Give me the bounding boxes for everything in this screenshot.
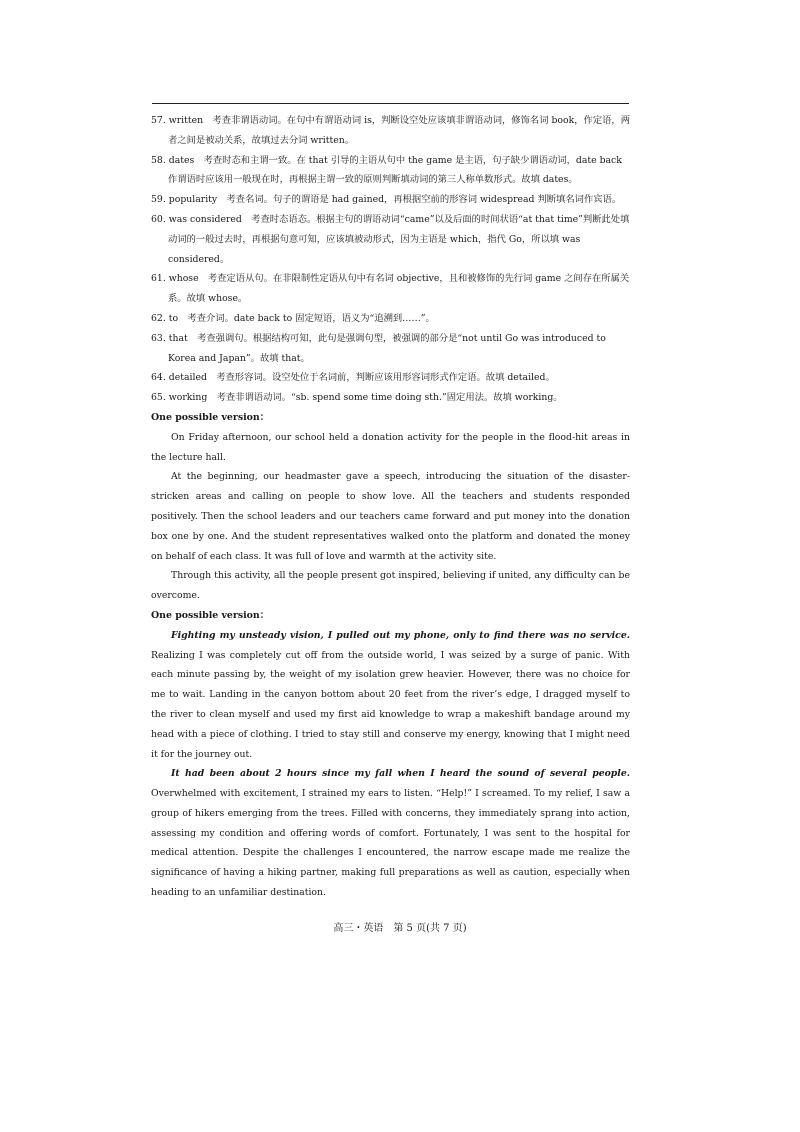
essay-paragraph: On Friday afternoon, our school held a donation activity for the people in the flood-hit areas in the lecture hall.: [151, 431, 630, 463]
answer-text: dates 考查时态和主谓一致。在 that 引导的主语从句中 the game 是主语，句子缺少谓语动词，date back 作谓语时应该用一般现在时，再根据主谓一致的原则判断填动词的第三人称单数形式。故填 dates。: [168, 154, 622, 186]
answer-text: that 考查强调句。根据结构可知，此句是强调句型，被强调的部分是“not until Go was introduced to Korea and Japan”。故填 that。: [168, 332, 606, 364]
answer-number: 62.: [151, 312, 166, 324]
page-footer: 高三・英语 第 5 页(共 7 页): [333, 923, 467, 934]
answer-item: [151, 269, 630, 309]
answer-item: [151, 190, 630, 210]
essay-paragraph: Through this activity, all the people present got inspired, believing if united, any difficulty can be overcome.: [151, 570, 630, 602]
answer-text: popularity 考查名词。句子的谓语是 had gained，再根据空前的形容词 widespread 判断填名词作宾语。: [168, 194, 622, 206]
answer-item: [151, 309, 630, 329]
answer-content: [151, 111, 630, 903]
answer-text: detailed 考查形容词。设空处位于名词前，判断应该用形容词形式作定语。故填 detailed。: [168, 372, 555, 384]
answer-number: 65.: [151, 392, 166, 404]
answer-number: 61.: [151, 273, 166, 285]
answer-number: 64.: [151, 372, 166, 384]
answer-number: 60.: [151, 213, 166, 225]
story-paragraph: [151, 626, 630, 765]
answer-text: working 考查非谓语动词。“sb. spend some time doing sth.”固定用法。故填 working。: [168, 392, 563, 404]
answer-item: [151, 388, 630, 408]
essay-paragraph: At the beginning, our headmaster gave a speech, introducing the situation of the disaster-stricken areas and calling on people to show love. All the teachers and students responded positively. Then the school leaders and our teachers came forward and put money into the donation box one by one. And the student representatives walked onto the platform and donated the money on behalf of each class. It was full of love and warmth at the activity site.: [151, 471, 630, 562]
story-text: Overwhelmed with excitement, I strained my ears to listen. “Help!” I screamed. To my relief, I saw a group of hikers emerging from the trees. Filled with concerns, they immediately sprang into action, assessing my condition and offering words of comfort. Fortunately, I was sent to the hospital for medical attention. Despite the challenges I encountered, the narrow escape made me realize the significance of having a hiking partner, making full preparations as well as caution, especially when heading to an unfamiliar destination.: [151, 788, 630, 899]
version-heading: One possible version：: [151, 609, 270, 621]
answer-item: [151, 210, 630, 269]
top-rule: [152, 103, 629, 104]
answer-number: 59.: [151, 194, 166, 206]
version-heading: One possible version：: [151, 411, 270, 423]
story-paragraph: [151, 764, 630, 903]
answer-text: was considered 考查时态语态。根据主句的谓语动词“came”以及后面的时间状语“at that time”判断此处填动词的一般过去时，再根据句意可知，应该填被动形式，因为主语是 which，指代 Go，所以填 was considered。: [168, 213, 630, 265]
answer-item: [151, 329, 630, 369]
given-opening-sentence: Fighting my unsteady vision, I pulled out my phone, only to find there was no service.: [171, 629, 630, 641]
answer-text: whose 考查定语从句。在非限制性定语从句中有名词 objective，且和被修饰的先行词 game 之间存在所属关系。故填 whose。: [168, 273, 630, 305]
answer-number: 57.: [151, 115, 166, 126]
answer-number: 58.: [151, 154, 166, 166]
answer-text: to 考查介词。date back to 固定短语，语义为“追溯到……”。: [168, 312, 435, 324]
given-opening-sentence: It had been about 2 hours since my fall when I heard the sound of several people.: [171, 768, 630, 780]
answer-number: 63.: [151, 332, 166, 344]
answer-text: written 考查非谓语动词。在句中有谓语动词 is，判断设空处应该填非谓语动词，修饰名词 book，作定语，两者之间是被动关系，故填过去分词 written。: [168, 115, 631, 146]
answer-item: [151, 368, 630, 388]
answer-item: [151, 111, 630, 151]
story-text: Realizing I was completely cut off from the outside world, I was seized by a surge of panic. With each minute passing by, the weight of my isolation grew heavier. However, there was no choice for me to wait. Landing in the canyon bottom about 20 feet from the river’s edge, I dragged myself to the river to clean myself and used my first aid knowledge to wrap a makeshift bandage around my head with a piece of clothing. I tried to stay still and conserve my energy, knowing that I might need it for the journey out.: [151, 649, 630, 760]
answer-item: [151, 151, 630, 191]
